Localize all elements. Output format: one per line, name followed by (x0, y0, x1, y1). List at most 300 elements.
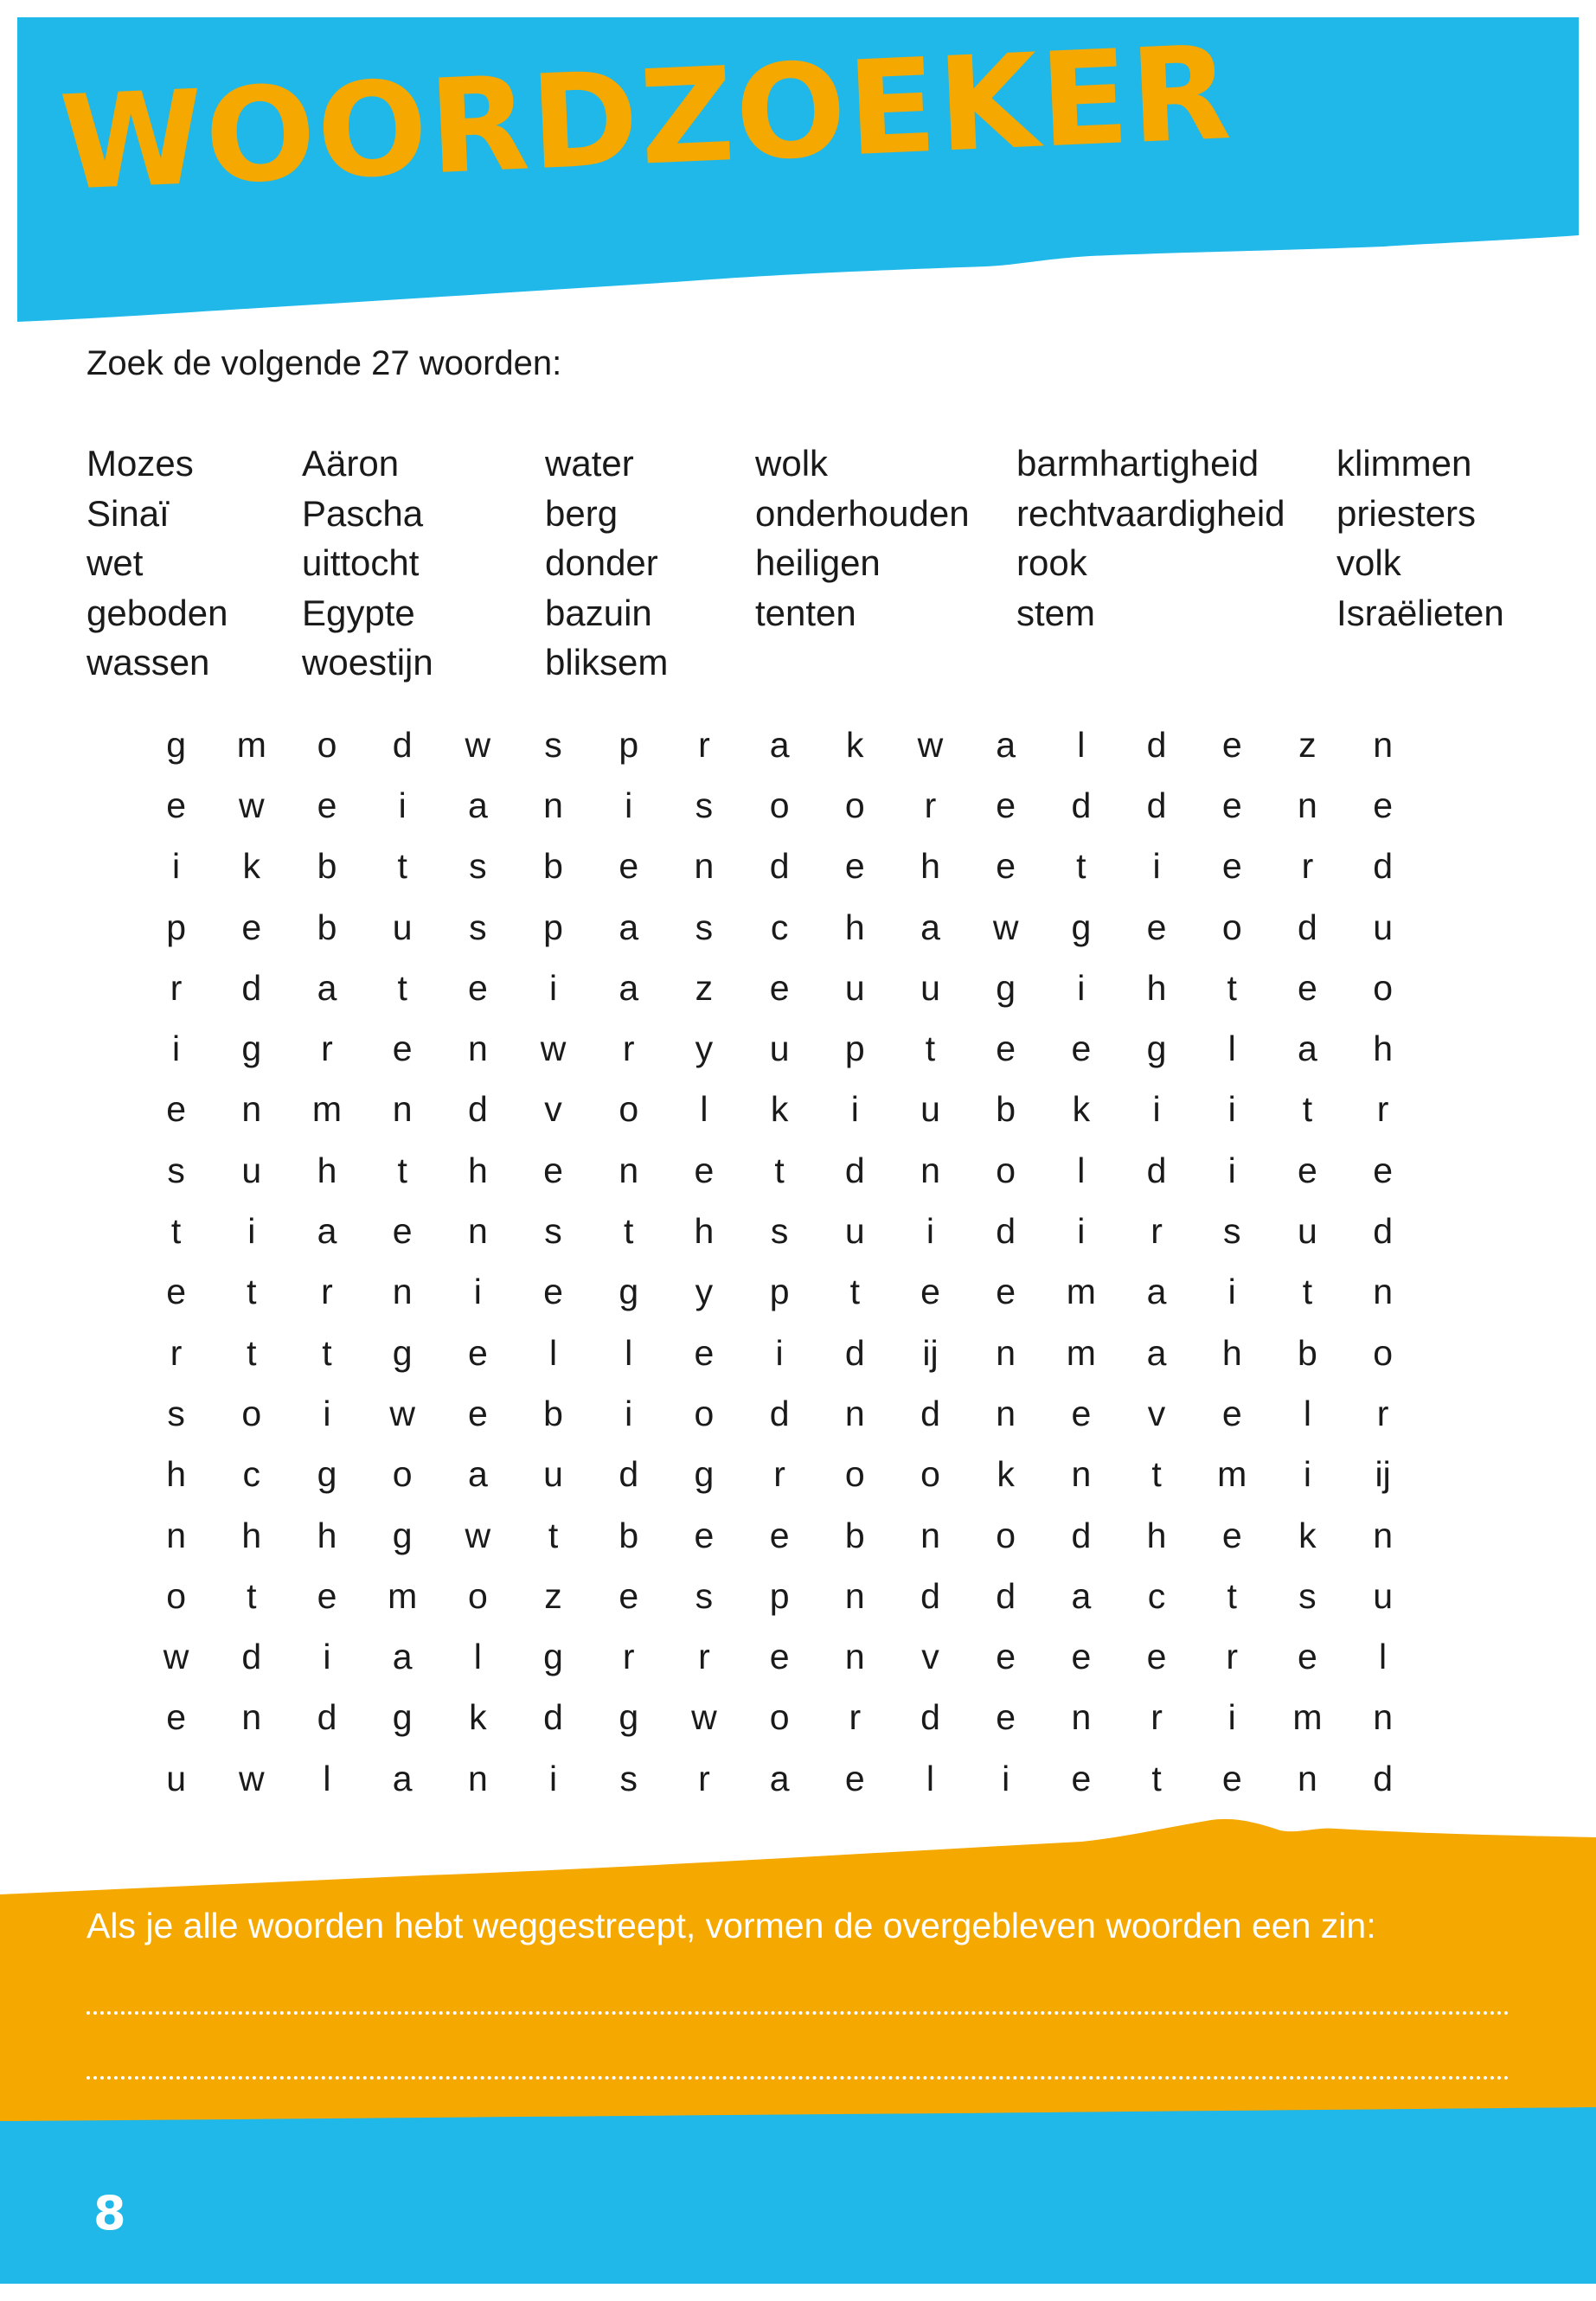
grid-letter[interactable]: e (1071, 1029, 1092, 1069)
grid-letter[interactable]: d (241, 1637, 262, 1677)
grid-letter[interactable]: u (543, 1454, 563, 1495)
grid-letter[interactable]: a (1146, 1272, 1167, 1312)
grid-letter[interactable]: n (467, 1029, 488, 1069)
grid-letter[interactable]: h (1373, 1029, 1393, 1069)
grid-letter[interactable]: o (694, 1393, 715, 1433)
grid-letter[interactable]: h (1146, 1515, 1167, 1555)
grid-letter[interactable]: o (1373, 967, 1393, 1008)
grid-letter[interactable]: h (1221, 1332, 1242, 1373)
grid-letter[interactable]: n (1373, 1697, 1393, 1738)
grid-letter[interactable]: e (996, 1272, 1016, 1312)
grid-letter[interactable]: r (698, 1758, 710, 1798)
grid-letter[interactable]: i (1227, 1272, 1236, 1312)
grid-letter[interactable]: e (467, 1393, 488, 1433)
grid-letter[interactable]: n (241, 1089, 262, 1130)
grid-letter[interactable]: i (1227, 1697, 1236, 1738)
grid-letter[interactable]: e (1373, 785, 1393, 825)
grid-letter[interactable]: d (1373, 1211, 1393, 1252)
grid-letter[interactable]: e (166, 1089, 186, 1130)
grid-letter[interactable]: p (769, 1272, 790, 1312)
grid-letter[interactable]: b (543, 846, 563, 887)
grid-letter[interactable]: a (996, 724, 1016, 765)
grid-letter[interactable]: t (925, 1029, 936, 1069)
grid-letter[interactable]: s (695, 907, 714, 947)
grid-letter[interactable]: t (170, 1211, 182, 1252)
grid-letter[interactable]: w (992, 907, 1019, 947)
grid-letter[interactable]: i (1002, 1758, 1010, 1798)
grid-letter[interactable]: v (1147, 1393, 1166, 1433)
grid-letter[interactable]: m (1066, 1272, 1096, 1312)
grid-letter[interactable]: v (544, 1089, 562, 1130)
grid-letter[interactable]: d (1146, 724, 1167, 765)
grid-letter[interactable]: r (1151, 1211, 1163, 1252)
grid-letter[interactable]: e (1071, 1758, 1092, 1798)
grid-letter[interactable]: t (247, 1272, 257, 1312)
grid-letter[interactable]: o (392, 1454, 413, 1495)
grid-letter[interactable]: r (170, 1332, 183, 1373)
grid-letter[interactable]: d (619, 1454, 639, 1495)
grid-letter[interactable]: i (1227, 1150, 1236, 1190)
grid-letter[interactable]: o (844, 1454, 865, 1495)
grid-letter[interactable]: v (921, 1637, 939, 1677)
grid-letter[interactable]: n (1373, 724, 1393, 765)
grid-letter[interactable]: i (1227, 1089, 1236, 1130)
grid-letter[interactable]: r (1301, 846, 1314, 887)
grid-letter[interactable]: r (849, 1697, 862, 1738)
grid-letter[interactable]: w (917, 724, 944, 765)
grid-letter[interactable]: d (392, 724, 413, 765)
grid-letter[interactable]: k (846, 724, 864, 765)
grid-letter[interactable]: a (1071, 1575, 1092, 1616)
grid-letter[interactable]: u (1298, 1211, 1317, 1252)
grid-letter[interactable]: h (317, 1515, 337, 1555)
grid-letter[interactable]: p (166, 907, 186, 947)
grid-letter[interactable]: b (1298, 1332, 1317, 1373)
grid-letter[interactable]: g (392, 1515, 413, 1555)
grid-letter[interactable]: h (467, 1150, 488, 1190)
grid-letter[interactable]: o (317, 724, 337, 765)
grid-letter[interactable]: t (548, 1515, 559, 1555)
grid-letter[interactable]: s (1298, 1575, 1317, 1616)
grid-letter[interactable]: s (1222, 1211, 1241, 1252)
grid-letter[interactable]: l (323, 1758, 331, 1798)
grid-letter[interactable]: d (920, 1575, 940, 1616)
grid-letter[interactable]: l (1077, 1150, 1086, 1190)
grid-letter[interactable]: d (996, 1211, 1016, 1252)
grid-letter[interactable]: e (844, 846, 865, 887)
grid-letter[interactable]: e (844, 1758, 865, 1798)
grid-letter[interactable]: c (1147, 1575, 1166, 1616)
grid-letter[interactable]: n (1071, 1697, 1092, 1738)
grid-letter[interactable]: a (769, 724, 790, 765)
grid-letter[interactable]: y (695, 1029, 714, 1069)
grid-letter[interactable]: w (163, 1637, 189, 1677)
grid-letter[interactable]: e (467, 967, 488, 1008)
grid-letter[interactable]: k (770, 1089, 789, 1130)
grid-letter[interactable]: n (996, 1332, 1016, 1373)
grid-letter[interactable]: o (467, 1575, 488, 1616)
grid-letter[interactable]: t (849, 1272, 860, 1312)
grid-letter[interactable]: e (1221, 1515, 1242, 1555)
grid-letter[interactable]: e (1221, 846, 1242, 887)
grid-letter[interactable]: a (1298, 1029, 1317, 1069)
grid-letter[interactable]: o (996, 1150, 1016, 1190)
grid-letter[interactable]: e (996, 846, 1016, 887)
grid-letter[interactable]: n (920, 1515, 940, 1555)
grid-letter[interactable]: p (769, 1575, 790, 1616)
grid-letter[interactable]: m (236, 724, 266, 765)
grid-letter[interactable]: e (996, 1637, 1016, 1677)
grid-letter[interactable]: n (543, 785, 563, 825)
grid-letter[interactable]: s (695, 1575, 714, 1616)
grid-letter[interactable]: l (1077, 724, 1086, 765)
grid-letter[interactable]: a (467, 1454, 488, 1495)
grid-letter[interactable]: i (548, 1758, 558, 1798)
grid-letter[interactable]: i (1077, 967, 1086, 1008)
grid-letter[interactable]: e (1146, 1637, 1167, 1677)
grid-letter[interactable]: e (996, 785, 1016, 825)
grid-letter[interactable]: u (844, 967, 865, 1008)
grid-letter[interactable]: e (694, 1150, 715, 1190)
grid-letter[interactable]: k (469, 1697, 487, 1738)
grid-letter[interactable]: h (694, 1211, 715, 1252)
grid-letter[interactable]: e (543, 1272, 563, 1312)
grid-letter[interactable]: a (769, 1758, 790, 1798)
grid-letter[interactable]: a (317, 1211, 337, 1252)
grid-letter[interactable]: g (619, 1697, 639, 1738)
grid-letter[interactable]: u (1373, 1575, 1393, 1616)
grid-letter[interactable]: t (247, 1332, 257, 1373)
grid-letter[interactable]: n (241, 1697, 262, 1738)
grid-letter[interactable]: n (1373, 1515, 1393, 1555)
grid-letter[interactable]: r (698, 1637, 710, 1677)
grid-letter[interactable]: l (1227, 1029, 1236, 1069)
grid-letter[interactable]: o (769, 1697, 790, 1738)
grid-letter[interactable]: l (548, 1332, 558, 1373)
grid-letter[interactable]: e (392, 1211, 413, 1252)
grid-letter[interactable]: p (543, 907, 563, 947)
grid-letter[interactable]: n (844, 1637, 865, 1677)
grid-letter[interactable]: g (392, 1697, 413, 1738)
grid-letter[interactable]: m (1292, 1697, 1323, 1738)
grid-letter[interactable]: r (321, 1272, 333, 1312)
grid-letter[interactable]: t (322, 1332, 332, 1373)
grid-letter[interactable]: h (844, 907, 865, 947)
grid-letter[interactable]: u (392, 907, 413, 947)
grid-letter[interactable]: z (1298, 724, 1317, 765)
grid-letter[interactable]: d (844, 1332, 865, 1373)
grid-letter[interactable]: n (166, 1515, 186, 1555)
grid-letter[interactable]: g (241, 1029, 262, 1069)
grid-letter[interactable]: e (920, 1272, 940, 1312)
grid-letter[interactable]: t (397, 1150, 407, 1190)
grid-letter[interactable]: g (166, 724, 186, 765)
grid-letter[interactable]: i (775, 1332, 784, 1373)
grid-letter[interactable]: t (1302, 1089, 1313, 1130)
grid-letter[interactable]: w (691, 1697, 717, 1738)
grid-letter[interactable]: h (317, 1150, 337, 1190)
grid-letter[interactable]: h (920, 846, 940, 887)
grid-letter[interactable]: e (769, 1637, 790, 1677)
grid-letter[interactable]: k (997, 1454, 1015, 1495)
grid-letter[interactable]: ij (922, 1332, 939, 1373)
grid-letter[interactable]: s (544, 1211, 562, 1252)
grid-letter[interactable]: i (172, 846, 181, 887)
grid-letter[interactable]: d (543, 1697, 563, 1738)
grid-letter[interactable]: a (1146, 1332, 1167, 1373)
grid-letter[interactable]: d (1298, 907, 1317, 947)
grid-letter[interactable]: e (392, 1029, 413, 1069)
grid-letter[interactable]: i (172, 1029, 181, 1069)
grid-letter[interactable]: d (467, 1089, 488, 1130)
answer-line[interactable] (87, 2011, 1509, 2015)
grid-letter[interactable]: g (996, 967, 1016, 1008)
grid-letter[interactable]: g (1071, 907, 1092, 947)
grid-letter[interactable]: n (392, 1272, 413, 1312)
grid-letter[interactable]: a (317, 967, 337, 1008)
grid-letter[interactable]: h (166, 1454, 186, 1495)
grid-letter[interactable]: i (398, 785, 407, 825)
grid-letter[interactable]: n (1298, 1758, 1317, 1798)
grid-letter[interactable]: d (1146, 1150, 1167, 1190)
grid-letter[interactable]: u (241, 1150, 262, 1190)
grid-letter[interactable]: g (392, 1332, 413, 1373)
grid-letter[interactable]: i (548, 967, 558, 1008)
grid-letter[interactable]: z (544, 1575, 562, 1616)
grid-letter[interactable]: w (389, 1393, 415, 1433)
grid-letter[interactable]: i (323, 1393, 331, 1433)
grid-letter[interactable]: e (317, 1575, 337, 1616)
grid-letter[interactable]: o (920, 1454, 940, 1495)
grid-letter[interactable]: n (844, 1575, 865, 1616)
grid-letter[interactable]: e (769, 1515, 790, 1555)
grid-letter[interactable]: u (920, 967, 940, 1008)
grid-letter[interactable]: i (247, 1211, 256, 1252)
grid-letter[interactable]: d (1373, 846, 1393, 887)
grid-letter[interactable]: w (238, 1758, 265, 1798)
grid-letter[interactable]: b (317, 846, 337, 887)
grid-letter[interactable]: e (467, 1332, 488, 1373)
grid-letter[interactable]: r (622, 1637, 635, 1677)
grid-letter[interactable]: t (1151, 1758, 1162, 1798)
grid-letter[interactable]: l (700, 1089, 708, 1130)
grid-letter[interactable]: r (1376, 1393, 1389, 1433)
grid-letter[interactable]: s (544, 724, 562, 765)
grid-letter[interactable]: k (1298, 1515, 1317, 1555)
grid-letter[interactable]: w (540, 1029, 567, 1069)
grid-letter[interactable]: t (624, 1211, 634, 1252)
grid-letter[interactable]: k (242, 846, 261, 887)
grid-letter[interactable]: r (773, 1454, 785, 1495)
grid-letter[interactable]: n (844, 1393, 865, 1433)
grid-letter[interactable]: t (1302, 1272, 1313, 1312)
grid-letter[interactable]: i (323, 1637, 331, 1677)
grid-letter[interactable]: d (241, 967, 262, 1008)
grid-letter[interactable]: e (1221, 724, 1242, 765)
grid-letter[interactable]: u (844, 1211, 865, 1252)
grid-letter[interactable]: t (1076, 846, 1086, 887)
grid-letter[interactable]: d (317, 1697, 337, 1738)
grid-letter[interactable]: t (1227, 967, 1237, 1008)
grid-letter[interactable]: d (1146, 785, 1167, 825)
grid-letter[interactable]: a (392, 1758, 413, 1798)
grid-letter[interactable]: n (1298, 785, 1317, 825)
grid-letter[interactable]: m (1217, 1454, 1247, 1495)
grid-letter[interactable]: o (844, 785, 865, 825)
grid-letter[interactable]: d (1373, 1758, 1393, 1798)
grid-letter[interactable]: l (473, 1637, 482, 1677)
grid-letter[interactable]: u (166, 1758, 186, 1798)
grid-letter[interactable]: d (920, 1697, 940, 1738)
grid-letter[interactable]: e (543, 1150, 563, 1190)
grid-letter[interactable]: m (1066, 1332, 1096, 1373)
grid-letter[interactable]: i (473, 1272, 482, 1312)
grid-letter[interactable]: e (317, 785, 337, 825)
grid-letter[interactable]: u (769, 1029, 790, 1069)
grid-letter[interactable]: u (1373, 907, 1393, 947)
grid-letter[interactable]: e (1071, 1393, 1092, 1433)
grid-letter[interactable]: n (467, 1211, 488, 1252)
grid-letter[interactable]: r (622, 1029, 635, 1069)
grid-letter[interactable]: e (1298, 1637, 1317, 1677)
grid-letter[interactable]: c (242, 1454, 261, 1495)
answer-line[interactable] (87, 2076, 1509, 2080)
grid-letter[interactable]: b (543, 1393, 563, 1433)
grid-letter[interactable]: r (924, 785, 937, 825)
grid-letter[interactable]: ij (1375, 1454, 1391, 1495)
grid-letter[interactable]: e (694, 1515, 715, 1555)
grid-letter[interactable]: y (695, 1272, 714, 1312)
grid-letter[interactable]: e (619, 846, 639, 887)
grid-letter[interactable]: r (170, 967, 183, 1008)
grid-letter[interactable]: o (1221, 907, 1242, 947)
grid-letter[interactable]: o (769, 785, 790, 825)
grid-letter[interactable]: r (321, 1029, 333, 1069)
grid-letter[interactable]: t (1151, 1454, 1162, 1495)
grid-letter[interactable]: e (1221, 785, 1242, 825)
grid-letter[interactable]: l (625, 1332, 633, 1373)
grid-letter[interactable]: e (1298, 1150, 1317, 1190)
grid-letter[interactable]: c (770, 907, 789, 947)
grid-letter[interactable]: r (1226, 1637, 1239, 1677)
grid-letter[interactable]: i (926, 1211, 935, 1252)
grid-letter[interactable]: i (1077, 1211, 1086, 1252)
grid-letter[interactable]: s (770, 1211, 789, 1252)
grid-letter[interactable]: n (392, 1089, 413, 1130)
grid-letter[interactable]: i (625, 1393, 633, 1433)
grid-letter[interactable]: t (774, 1150, 785, 1190)
grid-letter[interactable]: w (238, 785, 265, 825)
grid-letter[interactable]: e (1298, 967, 1317, 1008)
grid-letter[interactable]: l (1379, 1637, 1388, 1677)
grid-letter[interactable]: n (694, 846, 715, 887)
grid-letter[interactable]: t (1227, 1575, 1237, 1616)
grid-letter[interactable]: l (1303, 1393, 1311, 1433)
grid-letter[interactable]: i (1152, 1089, 1161, 1130)
grid-letter[interactable]: e (619, 1575, 639, 1616)
grid-letter[interactable]: e (1221, 1758, 1242, 1798)
grid-letter[interactable]: a (920, 907, 940, 947)
grid-letter[interactable]: i (1303, 1454, 1311, 1495)
grid-letter[interactable]: a (392, 1637, 413, 1677)
grid-letter[interactable]: n (920, 1150, 940, 1190)
grid-letter[interactable]: e (166, 1697, 186, 1738)
grid-letter[interactable]: e (1373, 1150, 1393, 1190)
grid-letter[interactable]: p (844, 1029, 865, 1069)
grid-letter[interactable]: g (694, 1454, 715, 1495)
grid-letter[interactable]: d (844, 1150, 865, 1190)
grid-letter[interactable]: e (241, 907, 262, 947)
grid-letter[interactable]: b (844, 1515, 865, 1555)
grid-letter[interactable]: r (1151, 1697, 1163, 1738)
grid-letter[interactable]: b (619, 1515, 639, 1555)
grid-letter[interactable]: d (996, 1575, 1016, 1616)
grid-letter[interactable]: a (619, 967, 639, 1008)
grid-letter[interactable]: e (996, 1697, 1016, 1738)
grid-letter[interactable]: k (1072, 1089, 1091, 1130)
grid-letter[interactable]: e (1071, 1637, 1092, 1677)
grid-letter[interactable]: o (619, 1089, 639, 1130)
grid-letter[interactable]: i (850, 1089, 859, 1130)
grid-letter[interactable]: n (467, 1758, 488, 1798)
grid-letter[interactable]: n (619, 1150, 639, 1190)
grid-letter[interactable]: r (1376, 1089, 1389, 1130)
grid-letter[interactable]: p (619, 724, 639, 765)
grid-letter[interactable]: m (388, 1575, 418, 1616)
grid-letter[interactable]: n (996, 1393, 1016, 1433)
grid-letter[interactable]: s (695, 785, 714, 825)
grid-letter[interactable]: r (698, 724, 710, 765)
grid-letter[interactable]: u (920, 1089, 940, 1130)
grid-letter[interactable]: s (469, 907, 487, 947)
grid-letter[interactable]: o (1373, 1332, 1393, 1373)
grid-letter[interactable]: d (769, 846, 790, 887)
grid-letter[interactable]: n (1071, 1454, 1092, 1495)
grid-letter[interactable]: e (166, 785, 186, 825)
grid-letter[interactable]: t (397, 967, 407, 1008)
grid-letter[interactable]: h (241, 1515, 262, 1555)
grid-letter[interactable]: s (619, 1758, 638, 1798)
grid-letter[interactable]: a (467, 785, 488, 825)
grid-letter[interactable]: w (465, 1515, 491, 1555)
grid-letter[interactable]: e (1221, 1393, 1242, 1433)
grid-letter[interactable]: o (996, 1515, 1016, 1555)
grid-letter[interactable]: s (167, 1150, 185, 1190)
grid-letter[interactable]: s (469, 846, 487, 887)
grid-letter[interactable]: g (317, 1454, 337, 1495)
grid-letter[interactable]: d (1071, 1515, 1092, 1555)
grid-letter[interactable]: e (1146, 907, 1167, 947)
grid-letter[interactable]: w (465, 724, 491, 765)
grid-letter[interactable]: i (1152, 846, 1161, 887)
grid-letter[interactable]: s (167, 1393, 185, 1433)
grid-letter[interactable]: g (619, 1272, 639, 1312)
grid-letter[interactable]: o (166, 1575, 186, 1616)
grid-letter[interactable]: e (996, 1029, 1016, 1069)
grid-letter[interactable]: d (1071, 785, 1092, 825)
grid-letter[interactable]: h (1146, 967, 1167, 1008)
grid-letter[interactable]: b (317, 907, 337, 947)
grid-letter[interactable]: d (920, 1393, 940, 1433)
grid-letter[interactable]: g (1146, 1029, 1167, 1069)
grid-letter[interactable]: e (769, 967, 790, 1008)
grid-letter[interactable]: g (543, 1637, 563, 1677)
grid-letter[interactable]: l (926, 1758, 935, 1798)
grid-letter[interactable]: z (695, 967, 714, 1008)
grid-letter[interactable]: n (1373, 1272, 1393, 1312)
grid-letter[interactable]: o (241, 1393, 262, 1433)
grid-letter[interactable]: b (996, 1089, 1016, 1130)
